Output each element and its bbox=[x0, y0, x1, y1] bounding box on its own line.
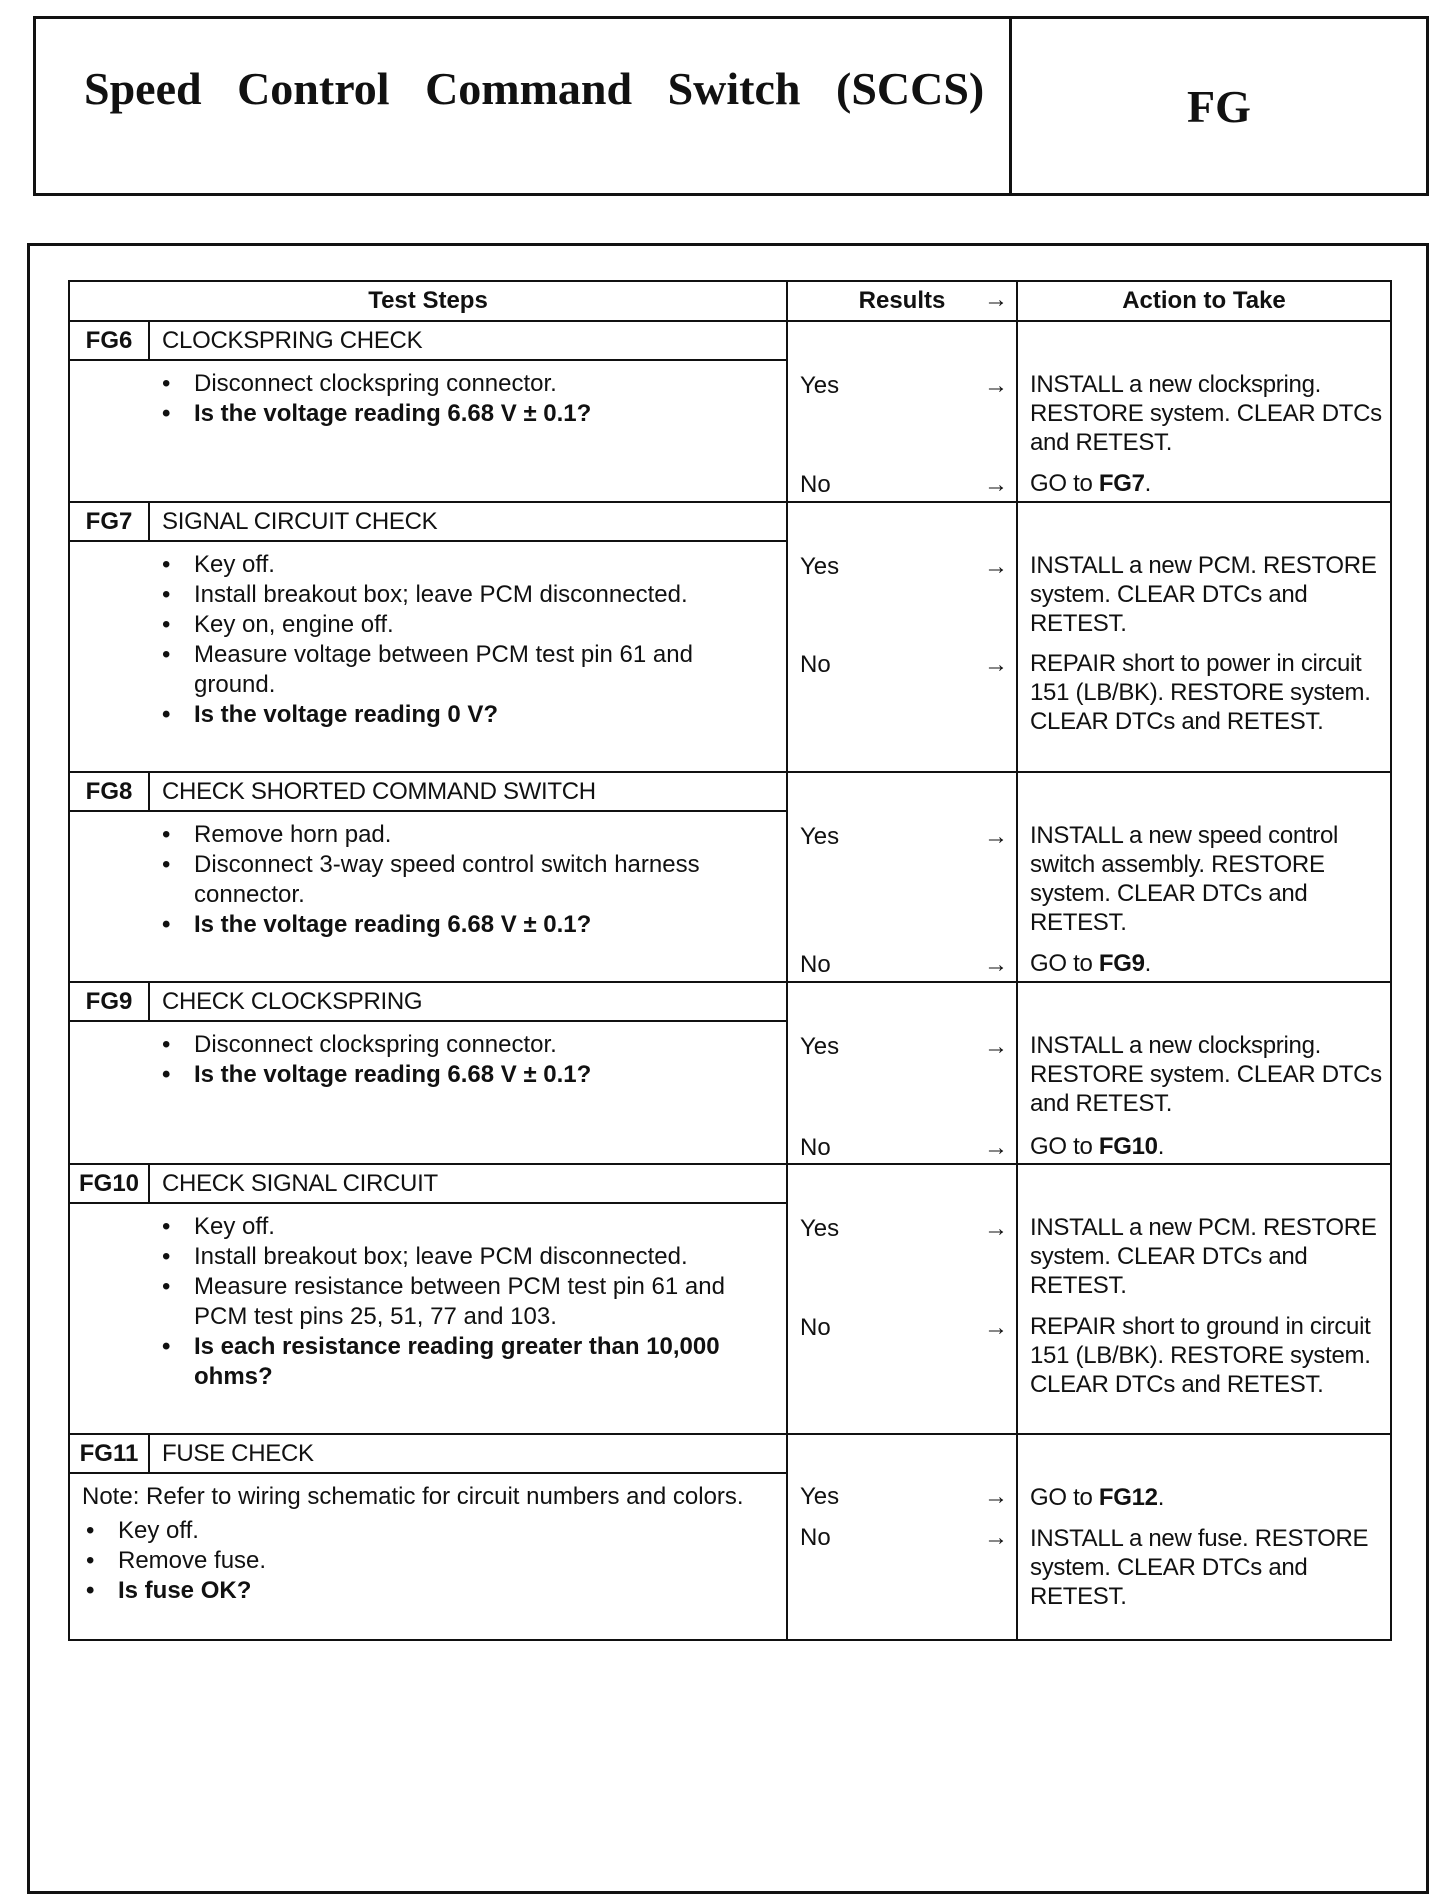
arrow-icon: → bbox=[984, 471, 1008, 498]
result-label: Yes bbox=[800, 372, 840, 399]
result-label: No bbox=[800, 471, 831, 498]
action-text bbox=[1030, 1132, 1382, 1161]
step-body bbox=[70, 542, 786, 740]
arrow-icon: → bbox=[984, 1314, 1008, 1341]
step-instruction: • Remove horn pad. bbox=[158, 820, 774, 850]
result-label: Yes bbox=[800, 1215, 840, 1242]
step-note: Note: Refer to wiring schematic for circuit numbers and colors. bbox=[82, 1483, 744, 1510]
arrow-icon: → bbox=[984, 372, 1008, 399]
action-step-ref: FG9 bbox=[1098, 950, 1145, 977]
col-results-label: Results bbox=[858, 287, 946, 314]
action-text bbox=[1030, 1524, 1382, 1611]
result-no bbox=[800, 651, 1008, 679]
step-instruction: • Measure voltage between PCM test pin 61 and ground. bbox=[158, 640, 774, 700]
step-cell bbox=[69, 1164, 787, 1434]
step-instruction: • Install breakout box; leave PCM disconnected. bbox=[158, 580, 774, 610]
col-test-steps: Test Steps bbox=[69, 281, 787, 321]
step-list bbox=[158, 550, 774, 730]
step-cell bbox=[69, 502, 787, 772]
table-row bbox=[69, 1434, 1391, 1640]
step-body bbox=[70, 361, 786, 439]
step-list bbox=[158, 1212, 774, 1392]
result-yes bbox=[800, 1483, 1008, 1511]
step-title: CHECK SHORTED COMMAND SWITCH bbox=[162, 777, 596, 805]
step-instruction: • Install breakout box; leave PCM disconnected. bbox=[158, 1242, 774, 1272]
step-id: FG11 bbox=[70, 1435, 150, 1472]
action-text bbox=[1030, 1483, 1382, 1512]
arrow-icon: → bbox=[984, 1134, 1008, 1161]
step-id: FG7 bbox=[70, 503, 150, 540]
action-cell bbox=[1017, 772, 1391, 982]
result-label: No bbox=[800, 951, 831, 978]
action-main: INSTALL a new fuse. RESTORE system. CLEAR DTCs and RETEST. bbox=[1030, 1525, 1369, 1610]
result-label: Yes bbox=[800, 553, 840, 580]
step-title: CHECK SIGNAL CIRCUIT bbox=[162, 1169, 438, 1197]
action-text bbox=[1030, 949, 1382, 978]
step-header bbox=[70, 1165, 786, 1204]
step-instruction: • Disconnect clockspring connector. bbox=[158, 1030, 774, 1060]
step-list bbox=[158, 820, 774, 940]
action-main: REPAIR short to ground in circuit 151 (LB/BK). RESTORE system. CLEAR DTCs and RETEST. bbox=[1030, 1313, 1371, 1398]
col-results bbox=[787, 281, 1017, 321]
step-header bbox=[70, 322, 786, 361]
arrow-icon: → bbox=[984, 1483, 1008, 1510]
table-row bbox=[69, 772, 1391, 982]
step-instruction: • Remove fuse. bbox=[82, 1546, 774, 1576]
results-cell bbox=[787, 1164, 1017, 1434]
action-text bbox=[1030, 1213, 1382, 1300]
step-instruction: • Disconnect clockspring connector. bbox=[158, 369, 774, 399]
action-text bbox=[1030, 821, 1382, 937]
step-list bbox=[158, 1030, 774, 1090]
step-question: • Is the voltage reading 6.68 V ± 0.1? bbox=[158, 910, 774, 940]
result-label: Yes bbox=[800, 823, 840, 850]
action-cell bbox=[1017, 1434, 1391, 1640]
results-cell bbox=[787, 1434, 1017, 1640]
results-cell bbox=[787, 321, 1017, 502]
arrow-icon: → bbox=[984, 286, 1008, 313]
action-main: INSTALL a new speed control switch assembly. RESTORE system. CLEAR DTCs and RETEST. bbox=[1030, 822, 1339, 936]
step-instruction: • Key off. bbox=[82, 1516, 774, 1546]
step-question: • Is fuse OK? bbox=[82, 1576, 774, 1606]
step-instruction: • Measure resistance between PCM test pin 61 and PCM test pins 25, 51, 77 and 103. bbox=[158, 1272, 774, 1332]
result-label: No bbox=[800, 1314, 831, 1341]
step-id: FG9 bbox=[70, 983, 150, 1020]
action-cell bbox=[1017, 321, 1391, 502]
action-suffix: . bbox=[1144, 950, 1152, 977]
action-step-ref: FG12 bbox=[1098, 1484, 1158, 1511]
step-list bbox=[82, 1516, 774, 1606]
action-main: GO to bbox=[1030, 950, 1099, 977]
action-suffix: . bbox=[1157, 1484, 1165, 1511]
action-main: INSTALL a new clockspring. RESTORE system. CLEAR DTCs and RETEST. bbox=[1030, 371, 1382, 456]
arrow-icon: → bbox=[984, 553, 1008, 580]
result-label: No bbox=[800, 1134, 831, 1161]
action-main: REPAIR short to power in circuit 151 (LB/BK). RESTORE system. CLEAR DTCs and RETEST. bbox=[1030, 650, 1371, 735]
action-text bbox=[1030, 1031, 1382, 1118]
action-text bbox=[1030, 370, 1382, 457]
table-row bbox=[69, 982, 1391, 1164]
action-step-ref: FG7 bbox=[1098, 470, 1145, 497]
result-no bbox=[800, 1134, 1008, 1162]
table-row bbox=[69, 1164, 1391, 1434]
action-text bbox=[1030, 649, 1382, 736]
action-cell bbox=[1017, 502, 1391, 772]
step-body bbox=[70, 812, 786, 950]
step-body bbox=[70, 1022, 786, 1100]
step-cell bbox=[69, 1434, 787, 1640]
col-action: Action to Take bbox=[1017, 281, 1391, 321]
step-title: CLOCKSPRING CHECK bbox=[162, 326, 423, 354]
step-cell bbox=[69, 772, 787, 982]
result-no bbox=[800, 1314, 1008, 1342]
action-main: GO to bbox=[1030, 470, 1099, 497]
step-header bbox=[70, 983, 786, 1022]
results-cell bbox=[787, 772, 1017, 982]
arrow-icon: → bbox=[984, 823, 1008, 850]
table-row bbox=[69, 321, 1391, 502]
arrow-icon: → bbox=[984, 651, 1008, 678]
step-title: SIGNAL CIRCUIT CHECK bbox=[162, 507, 438, 535]
action-suffix: . bbox=[1157, 1133, 1165, 1160]
arrow-icon: → bbox=[984, 1215, 1008, 1242]
step-question: • Is the voltage reading 6.68 V ± 0.1? bbox=[158, 1060, 774, 1090]
step-instruction: • Key off. bbox=[158, 1212, 774, 1242]
result-label: No bbox=[800, 651, 831, 678]
result-no bbox=[800, 951, 1008, 979]
table-row bbox=[69, 502, 1391, 772]
action-main: INSTALL a new PCM. RESTORE system. CLEAR DTCs and RETEST. bbox=[1030, 552, 1377, 637]
action-text bbox=[1030, 1312, 1382, 1399]
results-cell bbox=[787, 982, 1017, 1164]
step-body bbox=[70, 1474, 786, 1616]
step-body bbox=[70, 1204, 786, 1402]
result-label: No bbox=[800, 1524, 831, 1551]
result-no bbox=[800, 1524, 1008, 1552]
action-text bbox=[1030, 551, 1382, 638]
result-yes bbox=[800, 1215, 1008, 1243]
arrow-icon: → bbox=[984, 1524, 1008, 1551]
step-instruction: • Disconnect 3-way speed control switch harness connector. bbox=[158, 850, 774, 910]
step-header bbox=[70, 773, 786, 812]
step-question: • Is the voltage reading 6.68 V ± 0.1? bbox=[158, 399, 774, 429]
result-no bbox=[800, 471, 1008, 499]
section-code: FG bbox=[1187, 80, 1251, 132]
arrow-icon: → bbox=[984, 1033, 1008, 1060]
content-frame bbox=[27, 243, 1429, 1894]
page-title: Speed Control Command Switch (SCCS) bbox=[84, 63, 985, 114]
step-instruction: • Key on, engine off. bbox=[158, 610, 774, 640]
result-yes bbox=[800, 823, 1008, 851]
step-question: • Is the voltage reading 0 V? bbox=[158, 700, 774, 730]
step-id: FG8 bbox=[70, 773, 150, 810]
result-label: Yes bbox=[800, 1033, 840, 1060]
action-main: GO to bbox=[1030, 1133, 1099, 1160]
result-yes bbox=[800, 553, 1008, 581]
action-suffix: . bbox=[1144, 470, 1152, 497]
step-list bbox=[158, 369, 774, 429]
step-id: FG6 bbox=[70, 322, 150, 359]
action-cell bbox=[1017, 982, 1391, 1164]
result-label: Yes bbox=[800, 1483, 840, 1510]
step-instruction: • Key off. bbox=[158, 550, 774, 580]
action-text bbox=[1030, 469, 1382, 498]
action-main: INSTALL a new clockspring. RESTORE system. CLEAR DTCs and RETEST. bbox=[1030, 1032, 1382, 1117]
test-steps-table bbox=[68, 280, 1392, 1641]
step-question: • Is each resistance reading greater than 10,000 ohms? bbox=[158, 1332, 774, 1392]
title-cell bbox=[36, 19, 1012, 193]
arrow-icon: → bbox=[984, 951, 1008, 978]
step-title: CHECK CLOCKSPRING bbox=[162, 987, 423, 1015]
step-header bbox=[70, 1435, 786, 1474]
step-header bbox=[70, 503, 786, 542]
action-cell bbox=[1017, 1164, 1391, 1434]
action-main: INSTALL a new PCM. RESTORE system. CLEAR DTCs and RETEST. bbox=[1030, 1214, 1377, 1299]
result-yes bbox=[800, 1033, 1008, 1061]
step-id: FG10 bbox=[70, 1165, 150, 1202]
action-main: GO to bbox=[1030, 1484, 1099, 1511]
step-cell bbox=[69, 982, 787, 1164]
table-header-row bbox=[69, 281, 1391, 321]
result-yes bbox=[800, 372, 1008, 400]
step-cell bbox=[69, 321, 787, 502]
page-header bbox=[33, 16, 1429, 196]
action-step-ref: FG10 bbox=[1098, 1133, 1158, 1160]
step-title: FUSE CHECK bbox=[162, 1439, 314, 1467]
results-cell bbox=[787, 502, 1017, 772]
